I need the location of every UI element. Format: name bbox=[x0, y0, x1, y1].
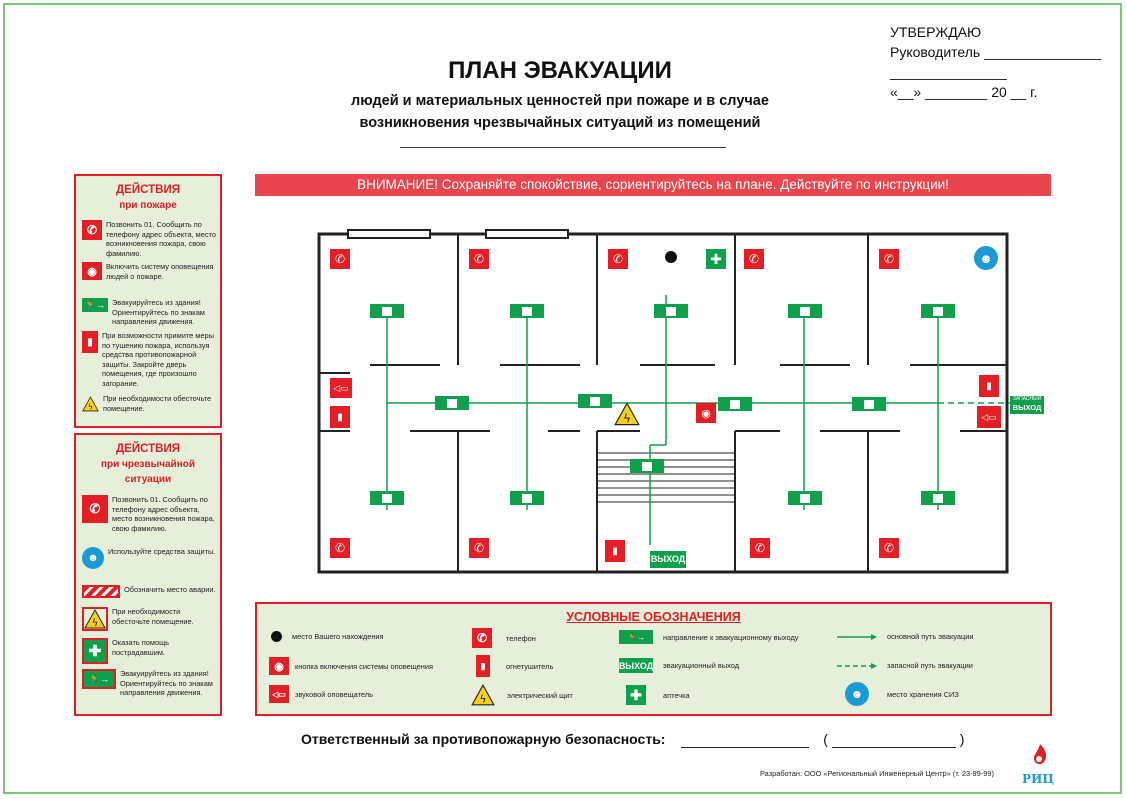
you-are-here-icon bbox=[665, 251, 677, 263]
flame-logo-icon bbox=[1018, 742, 1058, 768]
gas-mask-icon: ☻ bbox=[82, 547, 104, 569]
window-2 bbox=[486, 230, 568, 238]
fire-step-3 bbox=[82, 298, 220, 327]
first-aid-icon: ✚ bbox=[82, 638, 108, 664]
phone-icon: ✆ bbox=[469, 249, 489, 269]
emergency-panel-title bbox=[76, 442, 220, 487]
responsible-signature-blank bbox=[681, 731, 809, 748]
emergency-step-1 bbox=[82, 495, 220, 533]
exit-arrow-icon bbox=[630, 459, 664, 473]
svg-text:ϟ: ϟ bbox=[479, 692, 487, 706]
legend-item bbox=[626, 685, 690, 705]
fire-panel-title-1: ДЕЙСТВИЯ bbox=[115, 184, 180, 196]
electric-hazard-icon bbox=[82, 394, 99, 414]
emergency-panel-title-3: ситуации bbox=[124, 474, 172, 485]
legend-item bbox=[269, 657, 433, 675]
fire-actions-panel bbox=[74, 174, 222, 428]
exit-arrow-icon: 🏃→ bbox=[619, 630, 653, 644]
legend-item bbox=[269, 685, 373, 703]
emergency-step-5 bbox=[82, 638, 220, 664]
exit-arrow-icon bbox=[370, 304, 404, 318]
premises-blank-line bbox=[400, 147, 726, 148]
exit-arrow-icon bbox=[654, 304, 688, 318]
exit-arrow-icon bbox=[578, 394, 612, 408]
exit-arrow-icon bbox=[921, 491, 955, 505]
approval-manager-line: Руководитель _______________ bbox=[890, 44, 1101, 60]
legend-item bbox=[472, 628, 536, 648]
first-aid-icon: ✚ bbox=[626, 685, 646, 705]
legend-label: телефон bbox=[506, 633, 536, 643]
legend-label: огнетушитель bbox=[506, 661, 554, 671]
svg-text:ϟ: ϟ bbox=[623, 411, 631, 426]
legend-label: место хранения СИЗ bbox=[887, 689, 959, 699]
spare-exit-text: ВЫХОД bbox=[1012, 403, 1042, 412]
fire-step-5-text: При необходимости обесточьте помещение. bbox=[102, 394, 212, 413]
alarm-button-icon: ◉ bbox=[269, 657, 289, 675]
alarm-button-icon: ◉ bbox=[82, 262, 102, 280]
exit-arrow-icon bbox=[921, 304, 955, 318]
spare-exit-small-text: ЗАПАСНЫЙ bbox=[1012, 396, 1042, 402]
legend-item bbox=[619, 630, 798, 644]
emergency-panel-title-1: ДЕЙСТВИЯ bbox=[115, 443, 180, 455]
emergency-step-1-text: Позвонить 01. Сообщить по телефону адрес объекта, место возникновения пожара, свою фамилию. bbox=[112, 495, 215, 533]
gas-mask-icon: ☻ bbox=[845, 682, 869, 706]
legend-label: кнопка включения системы оповещения bbox=[295, 661, 434, 671]
legend-label: направление к эвакуационному выходу bbox=[663, 632, 799, 642]
dashed-line-icon bbox=[837, 662, 877, 670]
emergency-step-2 bbox=[82, 547, 220, 569]
phone-icon: ✆ bbox=[472, 628, 492, 648]
extinguisher-icon: ▮ bbox=[979, 375, 999, 397]
legend-item bbox=[837, 661, 973, 670]
phone-icon: ✆ bbox=[82, 220, 102, 240]
legend-label: электрический щит bbox=[507, 690, 573, 700]
approval-date-line: «__» ________ 20 __ г. bbox=[890, 84, 1038, 100]
fire-step-2 bbox=[82, 262, 220, 281]
legend-item bbox=[476, 655, 553, 677]
emergency-step-4 bbox=[82, 607, 220, 631]
extinguisher-icon: ▮ bbox=[82, 331, 98, 353]
emergency-step-3 bbox=[82, 585, 220, 598]
fire-panel-title-2: при пожаре bbox=[119, 200, 177, 211]
emergency-actions-panel bbox=[74, 433, 222, 716]
sounder-icon: ◁▭ bbox=[977, 406, 1001, 428]
electric-hazard-icon bbox=[471, 684, 495, 706]
exit-arrow-icon: 🏃→ bbox=[82, 298, 108, 312]
first-aid-icon: ✚ bbox=[706, 249, 726, 269]
svg-text:ϟ: ϟ bbox=[91, 618, 99, 629]
legend-label: аптечка bbox=[663, 690, 690, 700]
exit-arrow-icon bbox=[788, 491, 822, 505]
exit-arrow-icon bbox=[510, 304, 544, 318]
exit-arrow-icon bbox=[852, 397, 886, 411]
stairs bbox=[597, 453, 735, 502]
fire-step-2-text: Включить систему оповещения людей о пожаре. bbox=[106, 262, 214, 281]
fire-step-4-text: При возможности примите меры по тушению пожара, используя средства противопожарной защиты. Закройте дверь помещения, где произошло загорание. bbox=[102, 331, 214, 388]
fire-step-3-text: Эвакуируйтесь из здания! Ориентируйтесь по знакам направления движения. bbox=[112, 298, 205, 326]
responsible-name-blank bbox=[832, 731, 956, 748]
sounder-icon: ◁▭ bbox=[330, 378, 352, 398]
emergency-step-2-text: Используйте средства защиты. bbox=[108, 547, 216, 556]
subtitle-line-1: людей и материальных ценностей при пожаре и в случае bbox=[351, 93, 769, 109]
emergency-step-6 bbox=[82, 669, 220, 698]
fire-step-1 bbox=[82, 220, 220, 258]
phone-icon: ✆ bbox=[879, 249, 899, 269]
window-1 bbox=[348, 230, 430, 238]
alarm-button-icon: ◉ bbox=[696, 403, 716, 423]
you-are-here-icon bbox=[271, 631, 282, 642]
phone-icon: ✆ bbox=[879, 538, 899, 558]
emergency-panel-title-2: при чрезвычайной bbox=[100, 459, 196, 470]
open-paren: ( bbox=[823, 731, 828, 747]
legend-title: УСЛОВНЫЕ ОБОЗНАЧЕНИЯ bbox=[566, 610, 741, 624]
close-paren: ) bbox=[959, 731, 965, 747]
legend-item bbox=[837, 632, 974, 641]
phone-icon: ✆ bbox=[469, 538, 489, 558]
phone-icon: ✆ bbox=[750, 538, 770, 558]
approval-name-line: _______________ bbox=[890, 64, 1007, 80]
emergency-step-3-text: Обозначить место аварии. bbox=[124, 585, 216, 594]
legend-label: запасной путь эвакуации bbox=[887, 661, 973, 670]
phone-icon: ✆ bbox=[744, 249, 764, 269]
page-subtitle bbox=[310, 90, 810, 134]
fire-step-4 bbox=[82, 331, 220, 388]
emergency-step-5-text: Оказать помощь пострадавшим. bbox=[112, 638, 170, 657]
attention-banner: ВНИМАНИЕ! Сохраняйте спокойствие, сориентируйтесь на плане. Действуйте по инструкции! bbox=[255, 174, 1051, 196]
exit-arrow-icon bbox=[788, 304, 822, 318]
legend-panel bbox=[255, 602, 1052, 716]
solid-line-icon bbox=[837, 633, 877, 641]
exit-arrow-icon bbox=[435, 396, 469, 410]
logo-text: РИЦ bbox=[1022, 772, 1054, 786]
phone-icon: ✆ bbox=[330, 249, 350, 269]
svg-text:ϟ: ϟ bbox=[87, 402, 94, 412]
exit-arrow-icon bbox=[718, 397, 752, 411]
approval-block bbox=[890, 22, 1101, 102]
electric-hazard-frame bbox=[82, 607, 108, 631]
sounder-icon: ◁▭ bbox=[269, 685, 289, 703]
fire-panel-title bbox=[76, 183, 220, 213]
exit-sign: ВЫХОД bbox=[650, 551, 686, 568]
page-title: ПЛАН ЭВАКУАЦИИ bbox=[448, 57, 672, 84]
emergency-step-4-text: При необходимости обесточьте помещение. bbox=[112, 607, 194, 626]
phone-icon: ✆ bbox=[608, 249, 628, 269]
phone-icon: ✆ bbox=[330, 538, 350, 558]
exit-arrow-icon: 🏃→ bbox=[82, 669, 116, 689]
developer-credit: Разработан: ООО «Региональный Инженерный Центр» (т. 23-99-99) bbox=[760, 769, 994, 778]
legend-item bbox=[271, 631, 384, 642]
electric-hazard-icon bbox=[84, 609, 106, 629]
extinguisher-icon: ▮ bbox=[330, 406, 350, 428]
legend-label: эвакуационный выход bbox=[663, 661, 740, 670]
floor-plan bbox=[310, 225, 1050, 580]
spare-exit-sign bbox=[1010, 396, 1044, 414]
phone-icon: ✆ bbox=[82, 495, 108, 523]
legend-label: звуковой оповещатель bbox=[295, 689, 373, 699]
subtitle-line-2: возникновения чрезвычайных ситуаций из помещений bbox=[359, 115, 761, 131]
legend-label: основной путь эвакуации bbox=[887, 632, 974, 641]
gas-mask-icon: ☻ bbox=[974, 246, 998, 270]
fire-step-5 bbox=[82, 394, 220, 414]
emergency-step-6-text: Эвакуируйтесь из здания! Ориентируйтесь по знакам направления движения. bbox=[120, 669, 213, 697]
electric-hazard-icon bbox=[614, 402, 640, 426]
exit-arrow-icon bbox=[510, 491, 544, 505]
main-evacuation-route bbox=[387, 295, 938, 545]
legend-item bbox=[471, 684, 573, 706]
extinguisher-icon: ▮ bbox=[476, 655, 490, 677]
approval-heading: УТВЕРЖДАЮ bbox=[890, 24, 982, 40]
company-logo bbox=[1018, 742, 1058, 786]
legend-item bbox=[845, 682, 959, 706]
fire-step-1-text: Позвонить 01. Сообщить по телефону адрес объекта, место возникновения пожара, свою фамилию. bbox=[106, 220, 216, 258]
exit-sign-icon: ВЫХОД bbox=[619, 658, 653, 673]
responsible-label: Ответственный за противопожарную безопасность: bbox=[301, 731, 666, 747]
exit-arrow-icon bbox=[370, 491, 404, 505]
hazard-stripe-icon bbox=[82, 585, 120, 598]
legend-item bbox=[619, 658, 739, 673]
extinguisher-icon: ▮ bbox=[605, 540, 625, 562]
responsible-line bbox=[301, 731, 964, 748]
legend-label: место Вашего нахождения bbox=[292, 632, 384, 641]
